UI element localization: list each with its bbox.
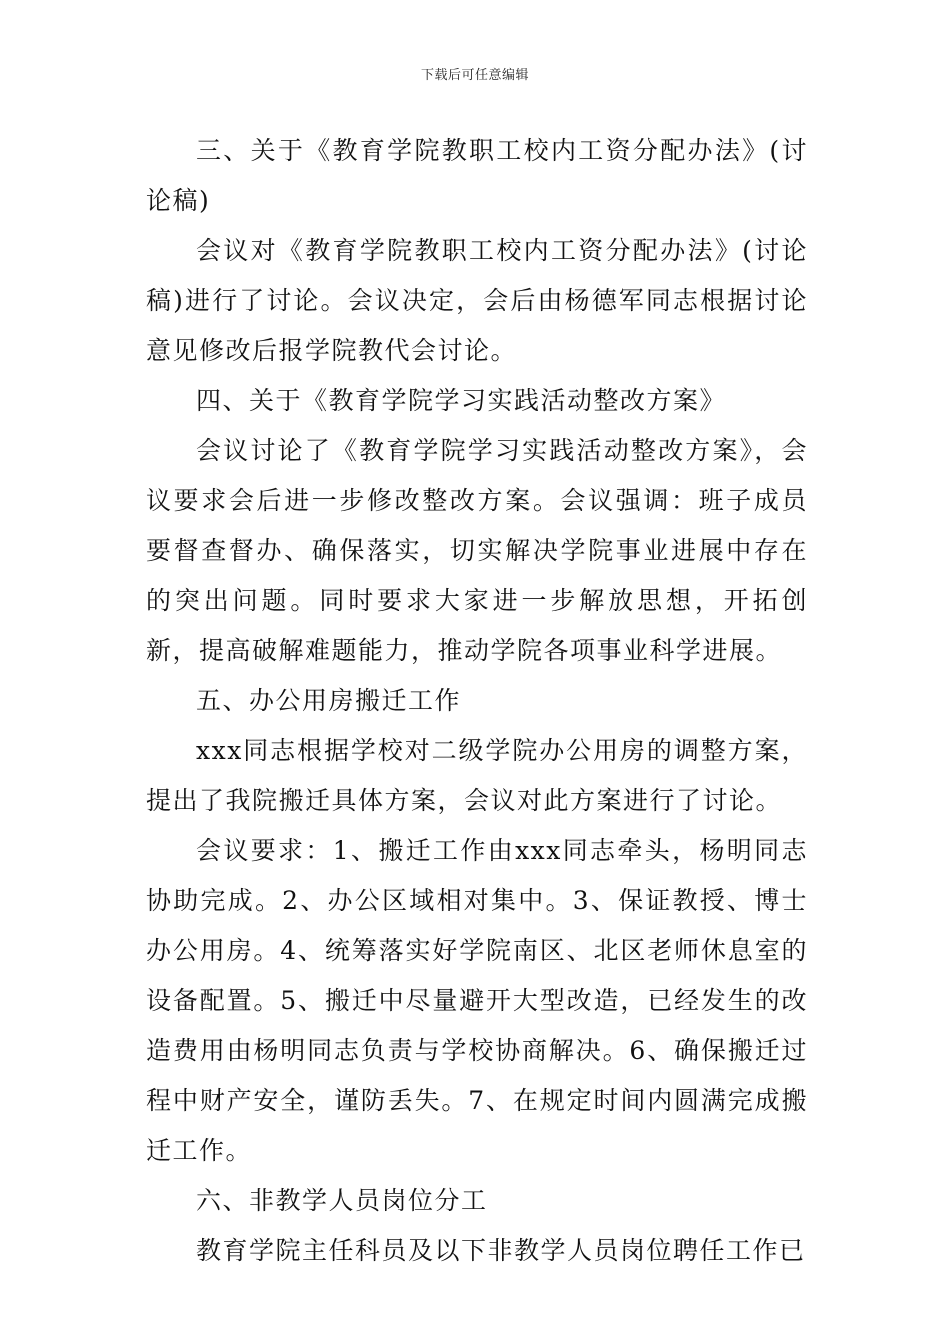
section-heading-6: 六、非教学人员岗位分工 bbox=[196, 1186, 488, 1215]
paragraph: 教育学院主任科员及以下非教学人员岗位聘任工作已 bbox=[196, 1236, 806, 1265]
document-body bbox=[146, 126, 808, 1276]
section-heading-5: 五、办公用房搬迁工作 bbox=[196, 686, 462, 715]
paragraph: 会议对《教育学院教职工校内工资分配办法》(讨论稿)进行了讨论。会议决定，会后由杨德军同志根据讨论意见修改后报学院教代会讨论。 bbox=[146, 236, 808, 365]
paragraph: 会议讨论了《教育学院学习实践活动整改方案》，会议要求会后进一步修改整改方案。会议强调：班子成员要督查督办、确保落实，切实解决学院事业进展中存在的突出问题。同时要求大家进一步解放思想，开拓创新，提高破解难题能力，推动学院各项事业科学进展。 bbox=[146, 436, 808, 665]
section-heading-4: 四、关于《教育学院学习实践活动整改方案》 bbox=[196, 386, 727, 415]
page-header: 下载后可任意编辑 bbox=[420, 68, 529, 83]
paragraph: xxx同志根据学校对二级学院办公用房的调整方案，提出了我院搬迁具体方案，会议对此方案进行了讨论。 bbox=[146, 736, 808, 815]
paragraph: 会议要求：1、搬迁工作由xxx同志牵头，杨明同志协助完成。2、办公区域相对集中。3、保证教授、博士办公用房。4、统筹落实好学院南区、北区老师休息室的设备配置。5、搬迁中尽量避开大型改造，已经发生的改造费用由杨明同志负责与学校协商解决。6、确保搬迁过程中财产安全，谨防丢失。7、在规定时间内圆满完成搬迁工作。 bbox=[146, 836, 808, 1165]
section-heading-3: 三、关于《教育学院教职工校内工资分配办法》(讨论稿) bbox=[146, 136, 808, 215]
